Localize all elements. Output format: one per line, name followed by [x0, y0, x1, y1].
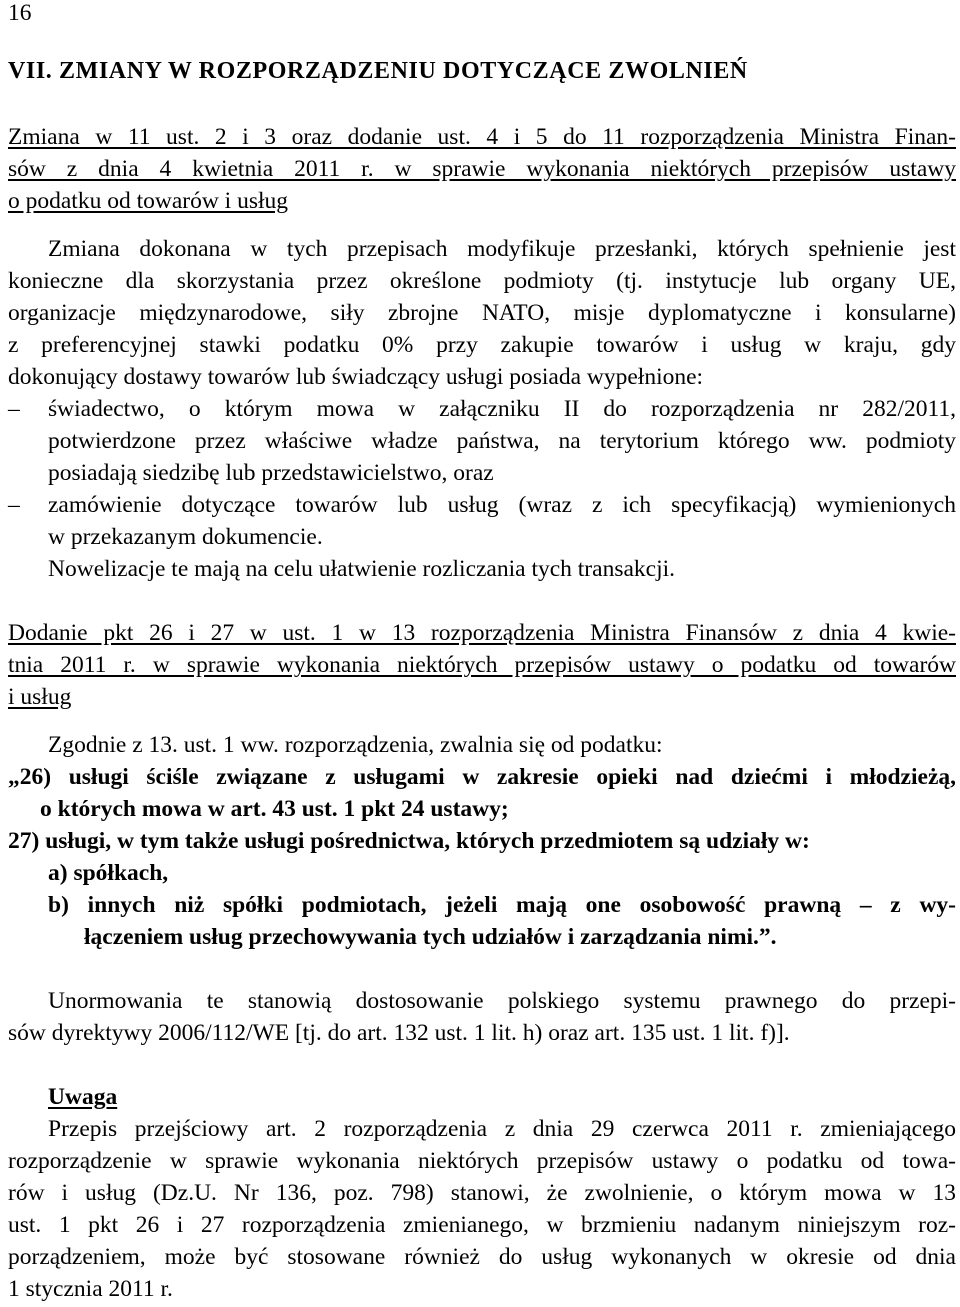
block2-note-line-2: sów dyrektywy 2006/112/WE [tj. do art. 132 ust. 1 lit. h) oraz art. 135 ust. 1 lit. f)]. [8, 1020, 790, 1046]
block1-body-line-3: organizacje międzynarodowe, siły zbrojne NATO, misje dyplomatyczne i konsularne) [8, 300, 956, 326]
block1-heading-line-3: o podatku od towarów i usług [8, 188, 289, 214]
bullet2-dash: – [8, 492, 20, 518]
block1-body-line-1: Zmiana dokonana w tych przepisach modyfikuje przesłanki, których spełnienie jest [48, 236, 956, 262]
bullet1-line-1: świadectwo, o którym mowa w załączniku II do rozporządzenia nr 282/2011, [48, 396, 956, 422]
remark-line-3: rów i usług (Dz.U. Nr 136, poz. 798) stanowi, że zwolnienie, o którym mowa w 13 [8, 1180, 956, 1206]
remark-line-2: rozporządzenie w sprawie wykonania niektórych przepisów ustawy o podatku od towa- [8, 1148, 956, 1174]
block2-note-line-1: Unormowania te stanowią dostosowanie polskiego systemu prawnego do przepi- [48, 988, 956, 1014]
bullet2-line-1: zamówienie dotyczące towarów lub usług (wraz z ich specyfikacją) wymienionych [48, 492, 956, 518]
item27b-line-2: łączeniem usług przechowywania tych udziałów i zarządzania nimi.”. [84, 924, 777, 950]
block2-intro: Zgodnie z 13. ust. 1 ww. rozporządzenia, zwalnia się od podatku: [48, 732, 663, 758]
item26-line-1: „26) usługi ściśle związane z usługami w zakresie opieki nad dziećmi i młodzieżą, [8, 764, 956, 790]
item27: 27) usługi, w tym także usługi pośrednictwa, których przedmiotem są udziały w: [8, 828, 810, 854]
remark-line-6: 1 stycznia 2011 r. [8, 1276, 173, 1302]
remark-line-5: porządzeniem, może być stosowane również do usług wykonanych w okresie od dnia [8, 1244, 956, 1270]
block1-body-line-5: dokonujący dostawy towarów lub świadczący usługi posiada wypełnione: [8, 364, 704, 390]
section-title: VII. ZMIANY W ROZPORZĄDZENIU DOTYCZĄCE ZWOLNIEŃ [8, 58, 748, 84]
remark-line-4: ust. 1 pkt 26 i 27 rozporządzenia zmienianego, w brzmieniu nadanym niniejszym roz- [8, 1212, 956, 1238]
block1-body-line-2: konieczne dla skorzystania przez określone podmioty (tj. instytucje lub organy UE, [8, 268, 956, 294]
remark-heading: Uwaga [48, 1084, 118, 1110]
item26-line-2: o których mowa w art. 43 ust. 1 pkt 24 ustawy; [40, 796, 509, 822]
block1-heading-line-1: Zmiana w 11 ust. 2 i 3 oraz dodanie ust. 4 i 5 do 11 rozporządzenia Ministra Finan- [8, 124, 956, 150]
bullet1-line-2: potwierdzone przez właściwe władze państwa, na terytorium którego ww. podmioty [48, 428, 956, 454]
block1-closing: Nowelizacje te mają na celu ułatwienie rozliczania tych transakcji. [48, 556, 676, 582]
item27b-line-1: b) innych niż spółki podmiotach, jeżeli mają one osobowość prawną – z wy- [48, 892, 956, 918]
block2-heading-line-1: Dodanie pkt 26 i 27 w ust. 1 w 13 rozporządzenia Ministra Finansów z dnia 4 kwie- [8, 620, 956, 646]
item27a: a) spółkach, [48, 860, 169, 886]
block2-heading-line-2: tnia 2011 r. w sprawie wykonania niektórych przepisów ustawy o podatku od towarów [8, 652, 956, 678]
block1-heading-line-2: sów z dnia 4 kwietnia 2011 r. w sprawie wykonania niektórych przepisów ustawy [8, 156, 956, 182]
bullet2-line-2: w przekazanym dokumencie. [48, 524, 323, 550]
page-number: 16 [8, 0, 32, 26]
bullet1-line-3: posiadają siedzibę lub przedstawicielstwo, oraz [48, 460, 494, 486]
block1-body-line-4: z preferencyjnej stawki podatku 0% przy zakupie towarów i usług w kraju, gdy [8, 332, 956, 358]
bullet1-dash: – [8, 396, 20, 422]
block2-heading-line-3: i usług [8, 684, 72, 710]
remark-line-1: Przepis przejściowy art. 2 rozporządzenia z dnia 29 czerwca 2011 r. zmieniającego [48, 1116, 956, 1142]
